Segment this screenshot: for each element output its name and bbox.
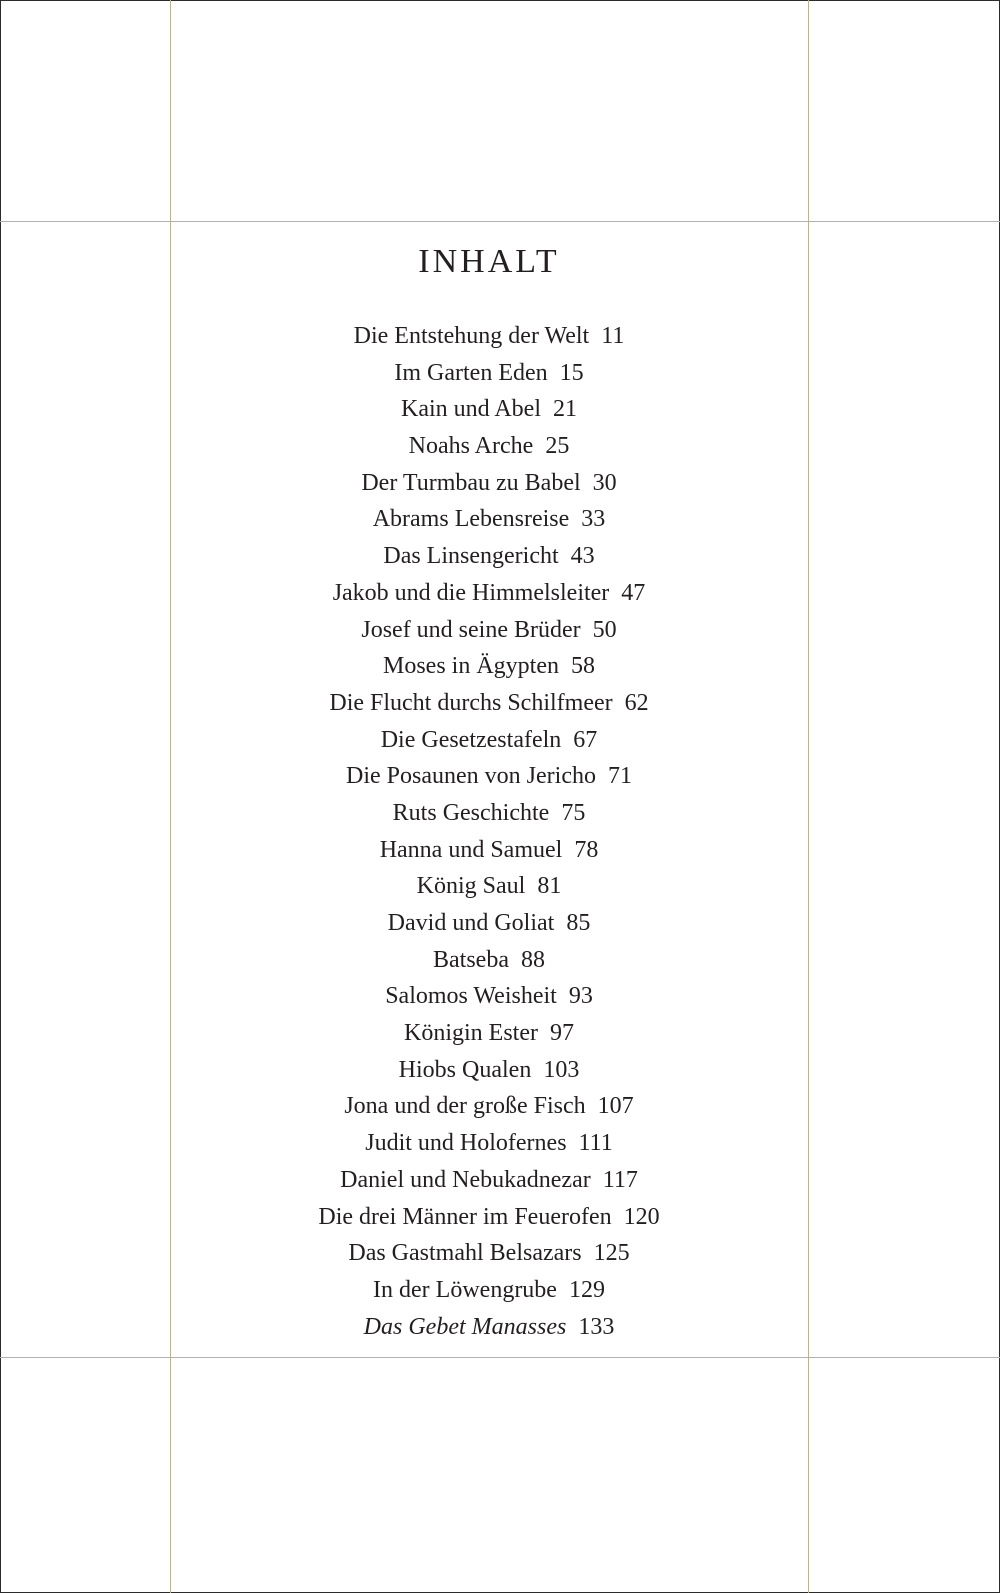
toc-list: [170, 318, 808, 1345]
toc-entry: [170, 648, 808, 685]
toc-entry: [170, 1309, 808, 1346]
toc-entry-page-number: 33: [581, 506, 606, 533]
toc-entry-page-number: 93: [568, 983, 593, 1010]
toc-entry: [170, 832, 808, 869]
toc-entry-title: Jakob und die Himmelsleiter: [332, 579, 610, 606]
toc-entry-page-number: 43: [570, 543, 595, 570]
toc-entry-title: Hanna und Samuel: [379, 836, 563, 863]
toc-entry-title: Hiobs Qualen: [398, 1056, 532, 1083]
toc-entry-page-number: 88: [520, 946, 545, 973]
toc-entry: [170, 978, 808, 1015]
toc-entry: [170, 758, 808, 795]
table-of-contents: [170, 236, 808, 1345]
toc-entry-title: Die Flucht durchs Schilfmeer: [329, 689, 613, 716]
toc-entry-title: Moses in Ägypten: [383, 653, 559, 680]
toc-entry-title: Das Gebet Manasses: [363, 1313, 567, 1340]
toc-entry-title: Abrams Lebensreise: [372, 506, 570, 533]
toc-entry: [170, 538, 808, 575]
toc-entry-title: Die Gesetzestafeln: [380, 726, 562, 753]
toc-entry-title: Josef und seine Brüder: [361, 616, 581, 643]
toc-entry: [170, 1235, 808, 1272]
toc-entry: [170, 501, 808, 538]
toc-entry-page-number: 107: [597, 1093, 634, 1120]
toc-entry: [170, 428, 808, 465]
page-title: INHALT: [418, 243, 560, 280]
toc-entry-title: Die Entstehung der Welt: [353, 323, 590, 349]
bottom-margin-guide: [0, 1357, 1000, 1358]
toc-entry-title: Ruts Geschichte: [392, 799, 550, 826]
toc-entry-title: Königin Ester: [404, 1020, 538, 1047]
toc-entry-page-number: 78: [574, 836, 599, 863]
toc-entry-page-number: 15: [559, 359, 584, 386]
toc-entry-title: Der Turmbau zu Babel: [361, 469, 581, 496]
toc-entry-page-number: 62: [624, 689, 649, 716]
toc-entry-page-number: 67: [573, 726, 598, 753]
toc-entry: [170, 722, 808, 759]
toc-entry: [170, 318, 808, 355]
toc-entry-page-number: 85: [566, 910, 591, 936]
toc-entry-page-number: 11: [601, 323, 625, 349]
toc-entry: [170, 795, 808, 832]
toc-entry: [170, 391, 808, 428]
toc-entry: [170, 465, 808, 502]
toc-entry-page-number: 133: [578, 1313, 615, 1340]
toc-entry: [170, 1015, 808, 1052]
toc-entry-page-number: 120: [623, 1203, 660, 1230]
toc-entry-title: Das Linsengericht: [383, 543, 559, 570]
toc-entry-page-number: 81: [537, 873, 562, 900]
toc-entry-page-number: 117: [602, 1166, 638, 1193]
right-margin-guide: [808, 0, 809, 1593]
toc-entry-page-number: 75: [561, 799, 586, 826]
toc-entry-page-number: 97: [549, 1020, 574, 1047]
toc-entry-title: Daniel und Nebukadnezar: [340, 1166, 591, 1193]
toc-entry-title: Die drei Männer im Feuerofen: [318, 1203, 612, 1230]
toc-entry-title: Noahs Arche: [408, 433, 534, 460]
toc-entry-title: Jona und der große Fisch: [344, 1093, 586, 1120]
toc-entry: [170, 1125, 808, 1162]
toc-entry-title: Im Garten Eden: [394, 359, 548, 386]
toc-entry-title: Batseba: [433, 946, 509, 973]
toc-entry-page-number: 47: [621, 579, 646, 606]
toc-entry-page-number: 125: [593, 1240, 630, 1267]
toc-entry-title: Judit und Holofernes: [365, 1130, 567, 1157]
toc-entry: [170, 575, 808, 612]
toc-entry-page-number: 129: [568, 1276, 605, 1303]
toc-entry: [170, 1162, 808, 1199]
toc-entry-title: Das Gastmahl Belsazars: [348, 1240, 582, 1267]
toc-entry-title: Salomos Weisheit: [385, 983, 557, 1010]
toc-entry: [170, 1052, 808, 1089]
top-margin-guide: [0, 221, 1000, 222]
toc-entry: [170, 355, 808, 392]
toc-entry: [170, 905, 808, 942]
toc-entry: [170, 1199, 808, 1236]
toc-entry-page-number: 111: [578, 1130, 613, 1157]
toc-entry: [170, 1088, 808, 1125]
toc-entry-title: Die Posaunen von Jericho: [346, 763, 596, 790]
toc-entry-title: Kain und Abel: [401, 396, 541, 423]
toc-entry-page-number: 30: [592, 469, 617, 496]
toc-entry: [170, 1272, 808, 1309]
toc-entry: [170, 685, 808, 722]
toc-entry-title: König Saul: [416, 873, 526, 900]
toc-entry-page-number: 58: [571, 653, 595, 680]
toc-entry-page-number: 21: [552, 396, 577, 423]
toc-entry-page-number: 25: [545, 433, 570, 460]
toc-entry-page-number: 103: [543, 1056, 580, 1083]
toc-entry: [170, 868, 808, 905]
toc-entry: [170, 612, 808, 649]
toc-entry-page-number: 50: [592, 616, 617, 643]
toc-entry: [170, 942, 808, 979]
toc-entry-title: In der Löwengrube: [373, 1276, 557, 1303]
toc-entry-page-number: 71: [607, 763, 632, 790]
toc-entry-title: David und Goliat: [387, 910, 555, 936]
